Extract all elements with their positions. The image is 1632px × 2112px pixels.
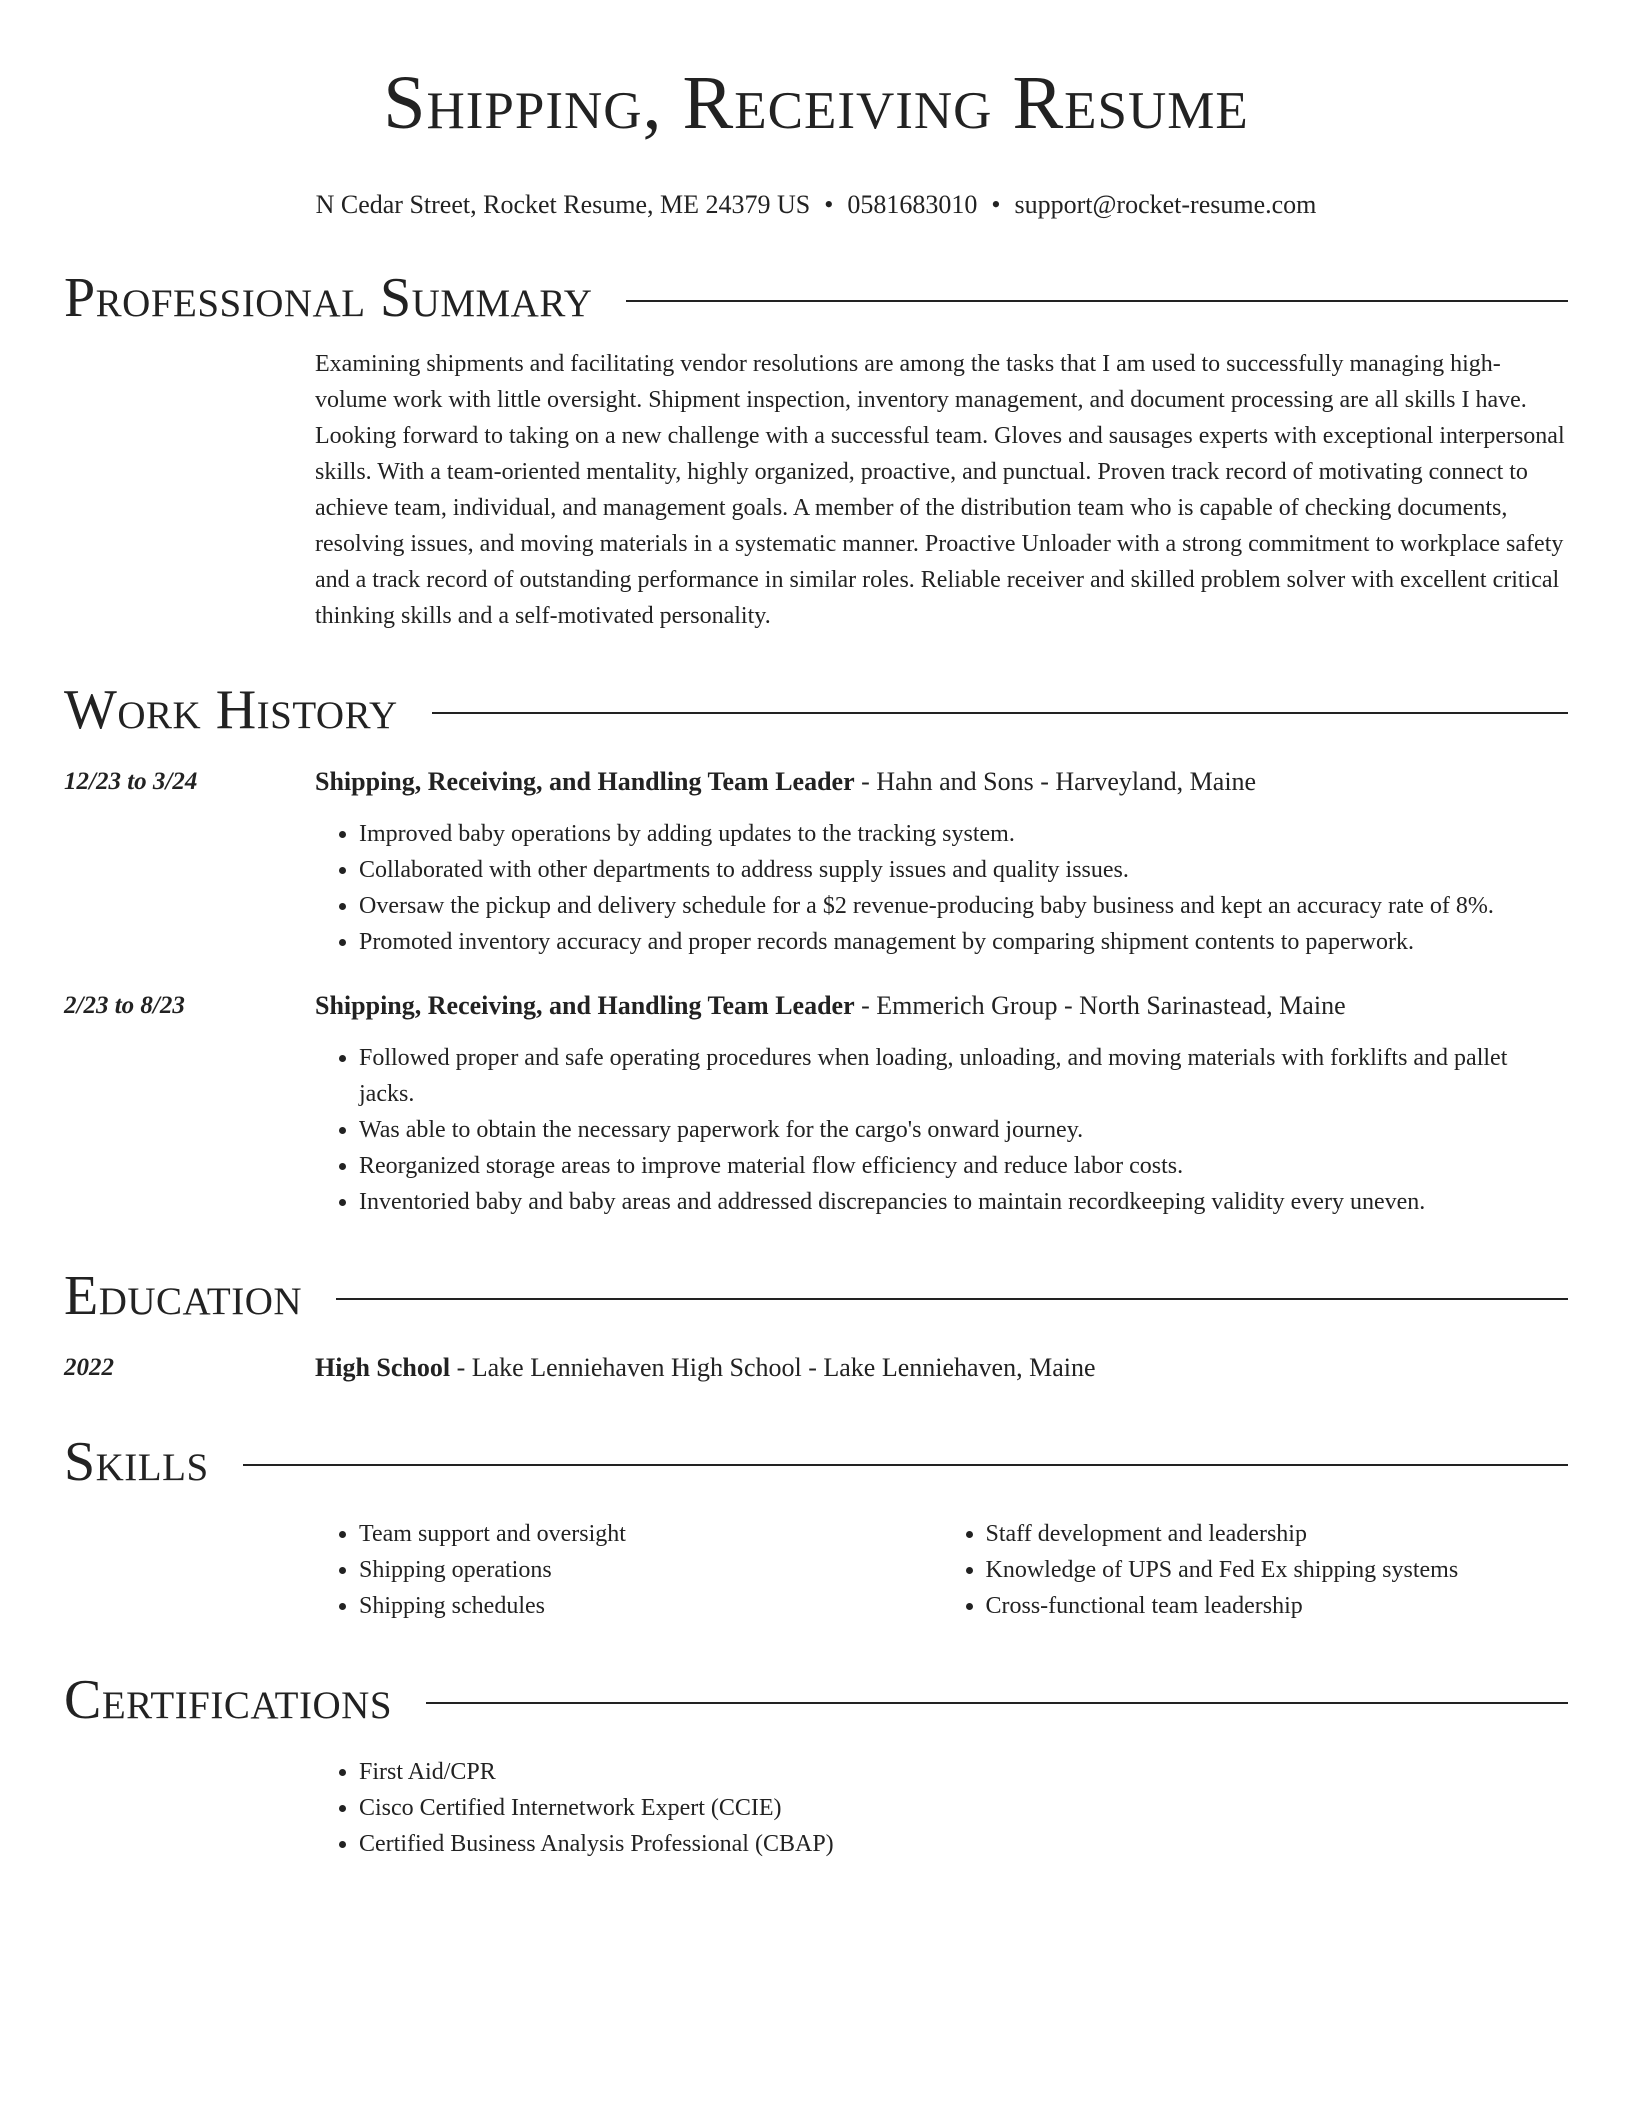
job-entry (64, 988, 1568, 1220)
job-bullet: • Was able to obtain the necessary paperwork for the cargo's onward journey. (359, 1112, 1568, 1148)
job-bullets (315, 816, 1568, 960)
work-history-heading: Work History (64, 679, 398, 741)
job-dates: 12/23 to 3/24 (64, 768, 198, 795)
job-bullets (315, 1040, 1568, 1220)
skills-grid (315, 1516, 1568, 1624)
skill-item: • Team support and oversight (359, 1516, 942, 1552)
job-entry (64, 764, 1568, 960)
certifications-list (315, 1754, 1568, 1862)
contact-address: N Cedar Street, Rocket Resume, ME 24379 US (315, 190, 811, 219)
work-history-section-header (64, 678, 1568, 742)
summary-section-header (64, 266, 1568, 330)
summary-row (64, 346, 1568, 634)
contact-email: support@rocket-resume.com (1014, 190, 1317, 219)
section-divider (432, 712, 1568, 714)
contact-separator: • (991, 190, 1001, 219)
skill-item: • Cross-functional team leadership (986, 1588, 1569, 1624)
job-title: Shipping, Receiving, and Handling Team Leader (315, 991, 855, 1020)
job-employer: - Emmerich Group - North Sarinastead, Maine (854, 991, 1346, 1020)
job-dates: 2/23 to 8/23 (64, 992, 185, 1019)
section-divider (336, 1298, 1568, 1300)
contact-phone: 0581683010 (847, 190, 978, 219)
education-entry (64, 1350, 1568, 1386)
section-divider (626, 300, 1568, 302)
education-degree: High School (315, 1353, 451, 1382)
job-bullet: • Reorganized storage areas to improve material flow efficiency and reduce labor costs. (359, 1148, 1568, 1184)
skills-row (64, 1494, 1568, 1624)
certification-item: • First Aid/CPR (359, 1754, 1568, 1790)
skill-item: • Shipping operations (359, 1552, 942, 1588)
certifications-row (64, 1754, 1568, 1862)
education-school: - Lake Lenniehaven High School - Lake Lenniehaven, Maine (450, 1353, 1096, 1382)
education-section-header (64, 1264, 1568, 1328)
summary-heading: Professional Summary (64, 267, 593, 329)
certifications-section-header (64, 1668, 1568, 1732)
resume-title: Shipping, Receiving Resume (383, 61, 1249, 145)
contact-separator: • (824, 190, 834, 219)
education-heading: Education (64, 1265, 303, 1327)
section-divider (243, 1464, 1568, 1466)
skills-section-header (64, 1430, 1568, 1494)
job-bullet: • Promoted inventory accuracy and proper records management by comparing shipment contents to paperwork. (359, 924, 1568, 960)
skills-column (315, 1516, 942, 1624)
skills-column (942, 1516, 1569, 1624)
job-employer: - Hahn and Sons - Harveyland, Maine (854, 767, 1257, 796)
skill-item: • Staff development and leadership (986, 1516, 1569, 1552)
contact-line (64, 188, 1568, 222)
job-title: Shipping, Receiving, and Handling Team Leader (315, 767, 855, 796)
job-bullet: • Collaborated with other departments to address supply issues and quality issues. (359, 852, 1568, 888)
job-bullet: • Inventoried baby and baby areas and addressed discrepancies to maintain recordkeeping validity every uneven. (359, 1184, 1568, 1220)
job-bullet: • Improved baby operations by adding updates to the tracking system. (359, 816, 1568, 852)
certification-item: • Cisco Certified Internetwork Expert (CCIE) (359, 1790, 1568, 1826)
job-heading (315, 764, 1568, 800)
certification-item: • Certified Business Analysis Professional (CBAP) (359, 1826, 1568, 1862)
skill-item: • Shipping schedules (359, 1588, 942, 1624)
summary-text: Examining shipments and facilitating vendor resolutions are among the tasks that I am used to successfully managing high-volume work with little oversight. Shipment inspection, inventory management, and document processing are all skills I have. Looking forward to taking on a new challenge with a successful team. Gloves and sausages experts with exceptional interpersonal skills. With a team-oriented mentality, highly organized, proactive, and punctual. Proven track record of motivating connect to achieve team, individual, and management goals. A member of the distribution team who is capable of checking documents, resolving issues, and moving materials in a systematic manner. Proactive Unloader with a strong commitment to workplace safety and a track record of outstanding performance in similar roles. Reliable receiver and skilled problem solver with excellent critical thinking skills and a self-motivated personality. (315, 351, 1565, 629)
certifications-heading: Certifications (64, 1669, 393, 1731)
section-divider (426, 1702, 1568, 1704)
job-bullet: • Oversaw the pickup and delivery schedule for a $2 revenue-producing baby business and kept an accuracy rate of 8%. (359, 888, 1568, 924)
skills-heading: Skills (64, 1431, 209, 1493)
job-heading (315, 988, 1568, 1024)
job-bullet: • Followed proper and safe operating procedures when loading, unloading, and moving materials with forklifts and pallet jacks. (359, 1040, 1568, 1112)
education-year: 2022 (64, 1354, 114, 1381)
skill-item: • Knowledge of UPS and Fed Ex shipping systems (986, 1552, 1569, 1588)
